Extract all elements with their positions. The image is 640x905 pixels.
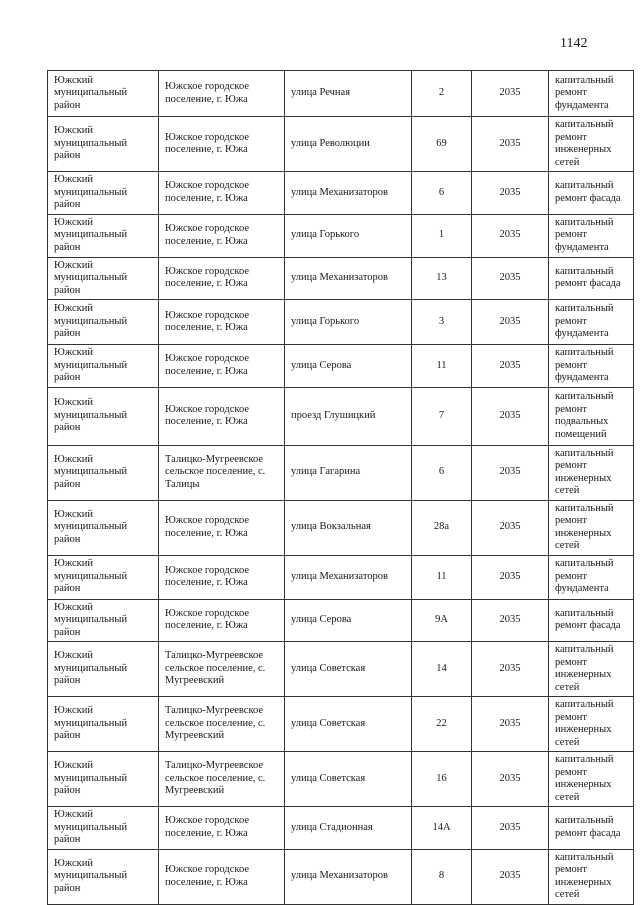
work-type-cell: капитальный ремонт фундамента (549, 71, 634, 117)
table-body (48, 71, 634, 905)
street-cell: улица Речная (285, 71, 412, 117)
work-type-cell: капитальный ремонт фасада (549, 599, 634, 642)
settlement-cell: Южское городское поселение, г. Южа (159, 257, 285, 300)
house-number-cell: 1 (412, 214, 472, 257)
settlement-cell: Южское городское поселение, г. Южа (159, 599, 285, 642)
repair-schedule-table (47, 70, 634, 905)
year-cell: 2035 (472, 599, 549, 642)
year-cell: 2035 (472, 172, 549, 215)
table-row (48, 599, 634, 642)
table-row (48, 345, 634, 388)
district-cell: Южский муниципальный район (48, 387, 159, 445)
district-cell: Южский муниципальный район (48, 642, 159, 697)
table-row (48, 849, 634, 904)
year-cell: 2035 (472, 752, 549, 807)
district-cell: Южский муниципальный район (48, 71, 159, 117)
year-cell: 2035 (472, 500, 549, 555)
work-type-cell: капитальный ремонт инженерных сетей (549, 500, 634, 555)
settlement-cell: Талицко-Мугреевское сельское поселение, с. Мугреевский (159, 752, 285, 807)
street-cell: улица Вокзальная (285, 500, 412, 555)
table-row (48, 807, 634, 850)
district-cell: Южский муниципальный район (48, 117, 159, 172)
street-cell: проезд Глушицкий (285, 387, 412, 445)
district-cell: Южский муниципальный район (48, 849, 159, 904)
table-row (48, 752, 634, 807)
table-row (48, 257, 634, 300)
district-cell: Южский муниципальный район (48, 214, 159, 257)
district-cell: Южский муниципальный район (48, 257, 159, 300)
street-cell: улица Стадионная (285, 807, 412, 850)
district-cell: Южский муниципальный район (48, 752, 159, 807)
district-cell: Южский муниципальный район (48, 445, 159, 500)
work-type-cell: капитальный ремонт подвальных помещений (549, 387, 634, 445)
house-number-cell: 2 (412, 71, 472, 117)
settlement-cell: Южское городское поселение, г. Южа (159, 300, 285, 345)
work-type-cell: капитальный ремонт инженерных сетей (549, 117, 634, 172)
year-cell: 2035 (472, 445, 549, 500)
year-cell: 2035 (472, 117, 549, 172)
year-cell: 2035 (472, 555, 549, 599)
district-cell: Южский муниципальный район (48, 345, 159, 388)
settlement-cell: Южское городское поселение, г. Южа (159, 71, 285, 117)
settlement-cell: Южское городское поселение, г. Южа (159, 807, 285, 850)
district-cell: Южский муниципальный район (48, 807, 159, 850)
street-cell: улица Механизаторов (285, 172, 412, 215)
street-cell: улица Серова (285, 599, 412, 642)
settlement-cell: Южское городское поселение, г. Южа (159, 345, 285, 388)
settlement-cell: Талицко-Мугреевское сельское поселение, с. Мугреевский (159, 642, 285, 697)
settlement-cell: Южское городское поселение, г. Южа (159, 387, 285, 445)
district-cell: Южский муниципальный район (48, 555, 159, 599)
street-cell: улица Советская (285, 752, 412, 807)
work-type-cell: капитальный ремонт фундамента (549, 300, 634, 345)
house-number-cell: 6 (412, 445, 472, 500)
house-number-cell: 7 (412, 387, 472, 445)
table-row (48, 445, 634, 500)
table-row (48, 300, 634, 345)
year-cell: 2035 (472, 642, 549, 697)
year-cell: 2035 (472, 71, 549, 117)
table-row (48, 500, 634, 555)
district-cell: Южский муниципальный район (48, 500, 159, 555)
settlement-cell: Талицко-Мугреевское сельское поселение, с. Мугреевский (159, 697, 285, 752)
work-type-cell: капитальный ремонт фундамента (549, 214, 634, 257)
settlement-cell: Южское городское поселение, г. Южа (159, 849, 285, 904)
house-number-cell: 22 (412, 697, 472, 752)
work-type-cell: капитальный ремонт инженерных сетей (549, 849, 634, 904)
settlement-cell: Южское городское поселение, г. Южа (159, 500, 285, 555)
house-number-cell: 69 (412, 117, 472, 172)
street-cell: улица Революции (285, 117, 412, 172)
work-type-cell: капитальный ремонт фасада (549, 172, 634, 215)
table-row (48, 172, 634, 215)
work-type-cell: капитальный ремонт инженерных сетей (549, 642, 634, 697)
house-number-cell: 9А (412, 599, 472, 642)
street-cell: улица Советская (285, 642, 412, 697)
table-row (48, 71, 634, 117)
settlement-cell: Талицко-Мугреевское сельское поселение, с. Талицы (159, 445, 285, 500)
year-cell: 2035 (472, 214, 549, 257)
work-type-cell: капитальный ремонт инженерных сетей (549, 445, 634, 500)
settlement-cell: Южское городское поселение, г. Южа (159, 214, 285, 257)
page-number: 1142 (560, 36, 588, 51)
settlement-cell: Южское городское поселение, г. Южа (159, 555, 285, 599)
table-row (48, 697, 634, 752)
table-row (48, 642, 634, 697)
work-type-cell: капитальный ремонт фундамента (549, 345, 634, 388)
year-cell: 2035 (472, 807, 549, 850)
year-cell: 2035 (472, 257, 549, 300)
year-cell: 2035 (472, 849, 549, 904)
table-row (48, 214, 634, 257)
house-number-cell: 14А (412, 807, 472, 850)
house-number-cell: 14 (412, 642, 472, 697)
house-number-cell: 11 (412, 345, 472, 388)
table-row (48, 555, 634, 599)
work-type-cell: капитальный ремонт фасада (549, 807, 634, 850)
year-cell: 2035 (472, 300, 549, 345)
house-number-cell: 8 (412, 849, 472, 904)
house-number-cell: 13 (412, 257, 472, 300)
year-cell: 2035 (472, 387, 549, 445)
street-cell: улица Механизаторов (285, 555, 412, 599)
district-cell: Южский муниципальный район (48, 172, 159, 215)
settlement-cell: Южское городское поселение, г. Южа (159, 117, 285, 172)
street-cell: улица Механизаторов (285, 257, 412, 300)
street-cell: улица Горького (285, 214, 412, 257)
year-cell: 2035 (472, 345, 549, 388)
district-cell: Южский муниципальный район (48, 300, 159, 345)
street-cell: улица Серова (285, 345, 412, 388)
table-row (48, 387, 634, 445)
district-cell: Южский муниципальный район (48, 599, 159, 642)
table-row (48, 117, 634, 172)
street-cell: улица Советская (285, 697, 412, 752)
district-cell: Южский муниципальный район (48, 697, 159, 752)
house-number-cell: 6 (412, 172, 472, 215)
year-cell: 2035 (472, 697, 549, 752)
house-number-cell: 16 (412, 752, 472, 807)
street-cell: улица Механизаторов (285, 849, 412, 904)
settlement-cell: Южское городское поселение, г. Южа (159, 172, 285, 215)
street-cell: улица Гагарина (285, 445, 412, 500)
street-cell: улица Горького (285, 300, 412, 345)
work-type-cell: капитальный ремонт инженерных сетей (549, 697, 634, 752)
house-number-cell: 11 (412, 555, 472, 599)
work-type-cell: капитальный ремонт фундамента (549, 555, 634, 599)
house-number-cell: 28а (412, 500, 472, 555)
work-type-cell: капитальный ремонт фасада (549, 257, 634, 300)
house-number-cell: 3 (412, 300, 472, 345)
work-type-cell: капитальный ремонт инженерных сетей (549, 752, 634, 807)
